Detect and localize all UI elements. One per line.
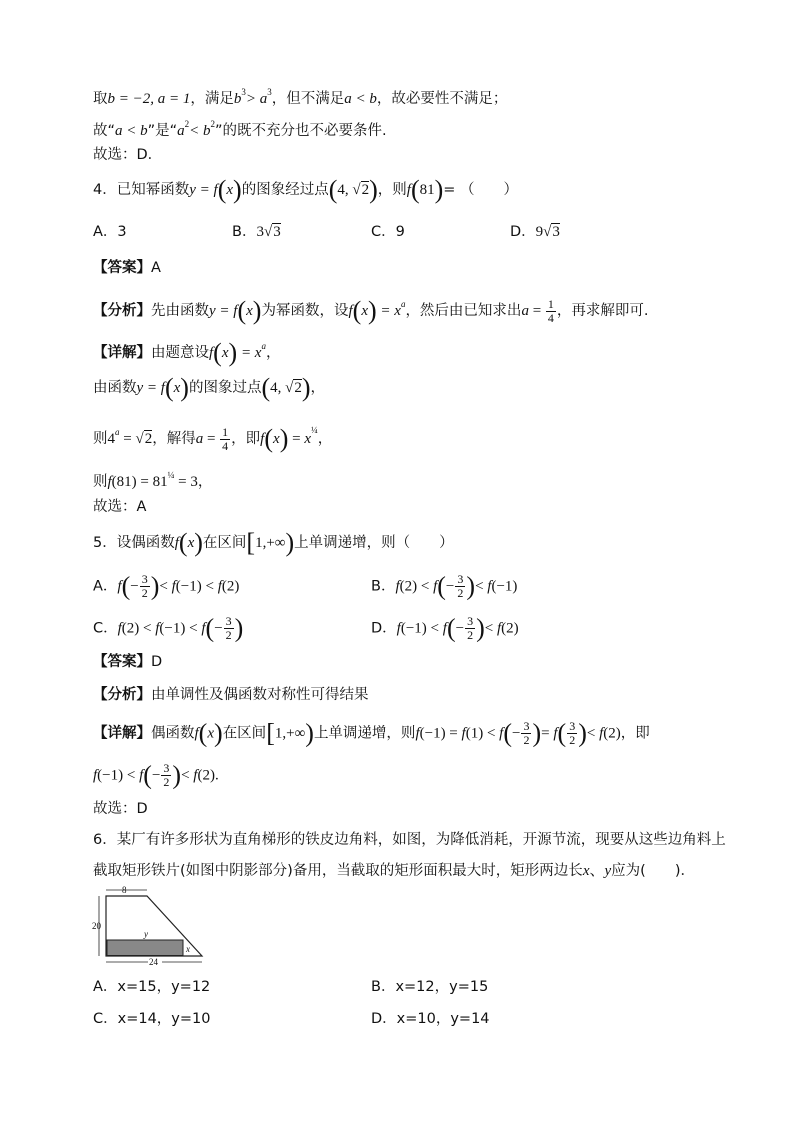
q3-line-2: 故“a < b”是“$a^2< b^2$”的既不充分也不必要条件. xyxy=(93,119,387,139)
q5-option-b: B．f(2) < f(− $\frac{3}{2}$ )< f(−1) xyxy=(371,571,518,601)
bottom-length-label: 24 xyxy=(149,957,158,967)
q4-detail-2: 由函数y = f(x)的图象过点(4, √2)， xyxy=(93,373,326,402)
q6-stem-2: 截取矩形铁片(如图中阴影部分)备用，当截取的矩形面积最大时，矩形两边长x、y应为( )． xyxy=(93,863,695,879)
q5-analysis: 【分析】由单调性及偶函数对称性可得结果 xyxy=(93,687,369,703)
q4-stem: 4．已知幂函数y = f(x)的图象经过点(4, √2)，则f(81)= （ ） xyxy=(93,175,519,204)
q4-end: 故选：A xyxy=(93,499,147,515)
q4-option-d: D．9√3 xyxy=(510,224,560,240)
q5-option-a: A．f(− $\frac{3}{2}$ )< f(−1) < f(2) xyxy=(93,571,240,601)
q5-option-d: D．f(−1) < f(− $\frac{3}{2}$ )< f(2) xyxy=(371,613,519,643)
y-label: y xyxy=(144,929,148,939)
shaded-rectangle xyxy=(107,940,183,956)
q4-detail-1: 【详解】由题意设$f(x) = x^a$， xyxy=(93,338,281,367)
x-label: x xyxy=(186,944,190,954)
q6-option-b: B．x=12，y=15 xyxy=(371,979,489,995)
q6-option-d: D．x=10，y=14 xyxy=(371,1011,490,1027)
q4-option-b: B．3√3 xyxy=(232,224,281,240)
q6-option-a: A．x=15，y=12 xyxy=(93,979,211,995)
q3-answer-line: 故选：D． xyxy=(93,147,163,163)
q6-stem-1: 6．某厂有许多形状为直角梯形的铁皮边角料，如图，为降低消耗，开源节流，现要从这些边角料上 xyxy=(93,832,726,848)
q6-option-c: C．x=14，y=10 xyxy=(93,1011,211,1027)
q4-detail-4: 则$f(81) = 81^{\frac{1}{4}} = 3$， xyxy=(93,470,213,490)
trapezoid-figure xyxy=(92,886,210,970)
q4-answer: 【答案】A xyxy=(93,260,161,276)
q5-detail-1: 【详解】偶函数f(x)在区间[1,+∞)上单调递增，则f(−1) = f(1) < f(− $\frac{3}{2}$ )= f( $\frac{3}{2}$ )< f(2)，即 xyxy=(93,718,650,748)
q4-analysis: 【分析】先由函数y = f(x)为幂函数，设$f(x) = x^a$，然后由已知求出a = $\frac{1}{4}$ ，再求解即可. xyxy=(93,296,649,325)
top-length-label: 8 xyxy=(122,886,127,895)
q5-detail-2: f(−1) < f(− $\frac{3}{2}$ )< f(2). xyxy=(93,760,219,790)
q4-option-c: C．9 xyxy=(371,224,405,240)
q4-option-a: A．3 xyxy=(93,224,127,240)
q3-line-1: 取b = −2, a = 1，满足$b^3> a^3$，但不满足a < b，故必要性不满足； xyxy=(93,87,508,107)
q5-answer: 【答案】D xyxy=(93,654,163,670)
q5-stem: 5．设偶函数f(x)在区间[1,+∞)上单调递增，则（ ） xyxy=(93,528,454,557)
q5-end: 故选：D xyxy=(93,801,148,817)
left-height-label: 20 xyxy=(92,921,101,931)
q4-detail-3: 则$4^a = √2$，解得a = $\frac{1}{4}$ ，即$f(x) = x^{\frac{1}{4}}$， xyxy=(93,424,333,453)
q5-option-c: C．f(2) < f(−1) < f(− $\frac{3}{2}$ ) xyxy=(93,613,244,643)
